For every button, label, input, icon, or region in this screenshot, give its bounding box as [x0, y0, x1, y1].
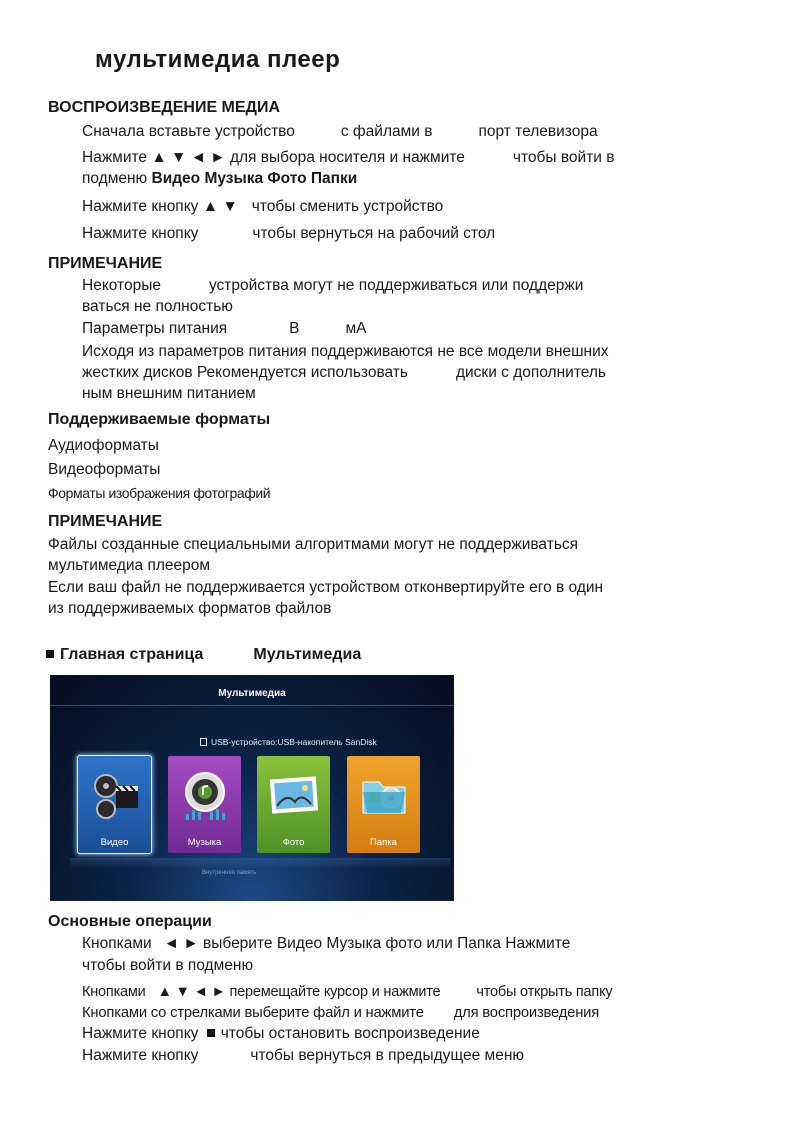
ops-line-6 [82, 1046, 524, 1066]
video-formats-label: Видеоформаты [48, 461, 161, 478]
text: Мультимедиа [253, 646, 362, 663]
tile-music[interactable] [168, 756, 241, 853]
text: Нажмите кнопку [82, 198, 199, 215]
text: для выбора носителя и нажмите [229, 149, 465, 166]
film-reel-icon [90, 768, 140, 822]
arrow-keys-icon: ▲ ▼ ◄ ► [157, 984, 226, 1000]
note1-line-4: Исходя из параметров питания поддерживаются не все модели внешних [82, 343, 609, 360]
ops-line-1 [82, 934, 570, 954]
text: чтобы вернуться в предыдущее меню [250, 1047, 525, 1064]
arrow-keys-icon: ▲ ▼ [202, 198, 238, 215]
text: Кнопками со стрелками выберите файл и нажмите [82, 1005, 424, 1021]
text: Нажмите кнопку [82, 1025, 199, 1042]
main-page-caption [46, 646, 361, 664]
audio-formats-label: Аудиоформаты [48, 437, 159, 454]
text: порт телевизора [478, 123, 598, 140]
note1-line-1 [82, 276, 583, 296]
text: для воспроизведения [453, 1005, 600, 1021]
note2-line-1: Файлы созданные специальными алгоритмами могут не поддерживаться [48, 536, 579, 553]
text: Нажмите кнопку [82, 225, 199, 242]
section-heading-playback: ВОСПРОИЗВЕДЕНИЕ МЕДИА [48, 99, 281, 116]
playback-line-3 [82, 169, 357, 189]
folder-icon [359, 768, 409, 822]
text: Главная страница [60, 646, 204, 663]
tile-label: Папка [370, 837, 397, 848]
ops-line-2: чтобы войти в подменю [82, 957, 254, 974]
text: чтобы вернуться на рабочий стол [252, 225, 496, 242]
text: устройства могут не поддерживаться или поддержи [208, 277, 584, 294]
tile-label: Музыка [187, 837, 222, 848]
text: USB-устройство:USB-накопитель SanDisk [211, 737, 377, 747]
image-formats-label: Форматы изображения фотографий [48, 485, 271, 501]
music-disc-icon [180, 768, 230, 822]
tile-folder[interactable] [347, 756, 420, 853]
text: Некоторые [82, 277, 161, 294]
note-heading-1: ПРИМЕЧАНИЕ [48, 255, 163, 272]
ops-line-4 [82, 1003, 599, 1023]
screen-divider [50, 705, 454, 706]
text: Кнопками [82, 984, 146, 1000]
tile-label: Фото [282, 837, 305, 848]
text: Параметры питания [82, 320, 228, 337]
submenu-names: Видео Музыка Фото Папки [151, 170, 358, 187]
note1-line-5 [82, 363, 606, 383]
text: Внутренняя память [202, 870, 257, 876]
tile-label: Видео [100, 837, 129, 848]
note2-line-4: из поддерживаемых форматов файлов [48, 600, 332, 617]
text: подменю [82, 170, 148, 187]
note1-line-2: ваться не полностью [82, 298, 233, 315]
internal-memory-label[interactable] [202, 870, 256, 876]
tv-screenshot [50, 675, 454, 901]
text: Сначала вставьте устройство [82, 123, 295, 140]
text: чтобы сменить устройство [251, 198, 444, 215]
screen-title: Мультимедиа [218, 688, 286, 699]
tile-photo[interactable] [257, 756, 330, 853]
note1-line-3 [82, 319, 366, 339]
usb-icon [200, 738, 207, 746]
playback-line-5 [82, 224, 495, 244]
page-title: мультимедиа плеер [95, 46, 341, 73]
text: Нажмите кнопку [82, 1047, 199, 1064]
text: мА [345, 320, 367, 337]
square-bullet-icon [46, 650, 54, 658]
text: чтобы открыть папку [476, 984, 613, 1000]
playback-line-4 [82, 197, 443, 217]
ops-line-5 [82, 1024, 480, 1044]
arrow-keys-icon: ◄ ► [163, 935, 199, 952]
stop-square-icon [207, 1029, 215, 1037]
tile-reflection [70, 858, 450, 868]
text: В [289, 320, 300, 337]
note1-line-6: ным внешним питанием [82, 385, 256, 402]
text: с файлами в [340, 123, 433, 140]
text: чтобы остановить воспроизведение [220, 1025, 480, 1042]
text: чтобы войти в [512, 149, 615, 166]
text: Кнопками [82, 935, 152, 952]
arrow-keys-icon: ▲ ▼ ◄ ► [151, 149, 226, 166]
playback-line-2 [82, 148, 615, 168]
text: перемещайте курсор и нажмите [229, 984, 441, 1000]
note-heading-2: ПРИМЕЧАНИЕ [48, 513, 163, 530]
text: выберите Видео Музыка фото или Папка Нажмите [202, 935, 571, 952]
usb-device-label[interactable] [200, 737, 377, 747]
note2-line-2: мультимедиа плеером [48, 557, 211, 574]
playback-line-1 [82, 122, 598, 142]
tile-video[interactable] [78, 756, 151, 853]
text: диски с дополнитель [455, 364, 606, 381]
operations-heading: Основные операции [48, 913, 212, 930]
note2-line-3: Если ваш файл не поддерживается устройством отконвертируйте его в один [48, 579, 604, 596]
photo-icon [269, 768, 319, 822]
formats-heading: Поддерживаемые форматы [48, 411, 271, 428]
ops-line-3 [82, 982, 612, 1002]
text: жестких дисков Рекомендуется использовать [82, 364, 408, 381]
text: Нажмите [82, 149, 148, 166]
